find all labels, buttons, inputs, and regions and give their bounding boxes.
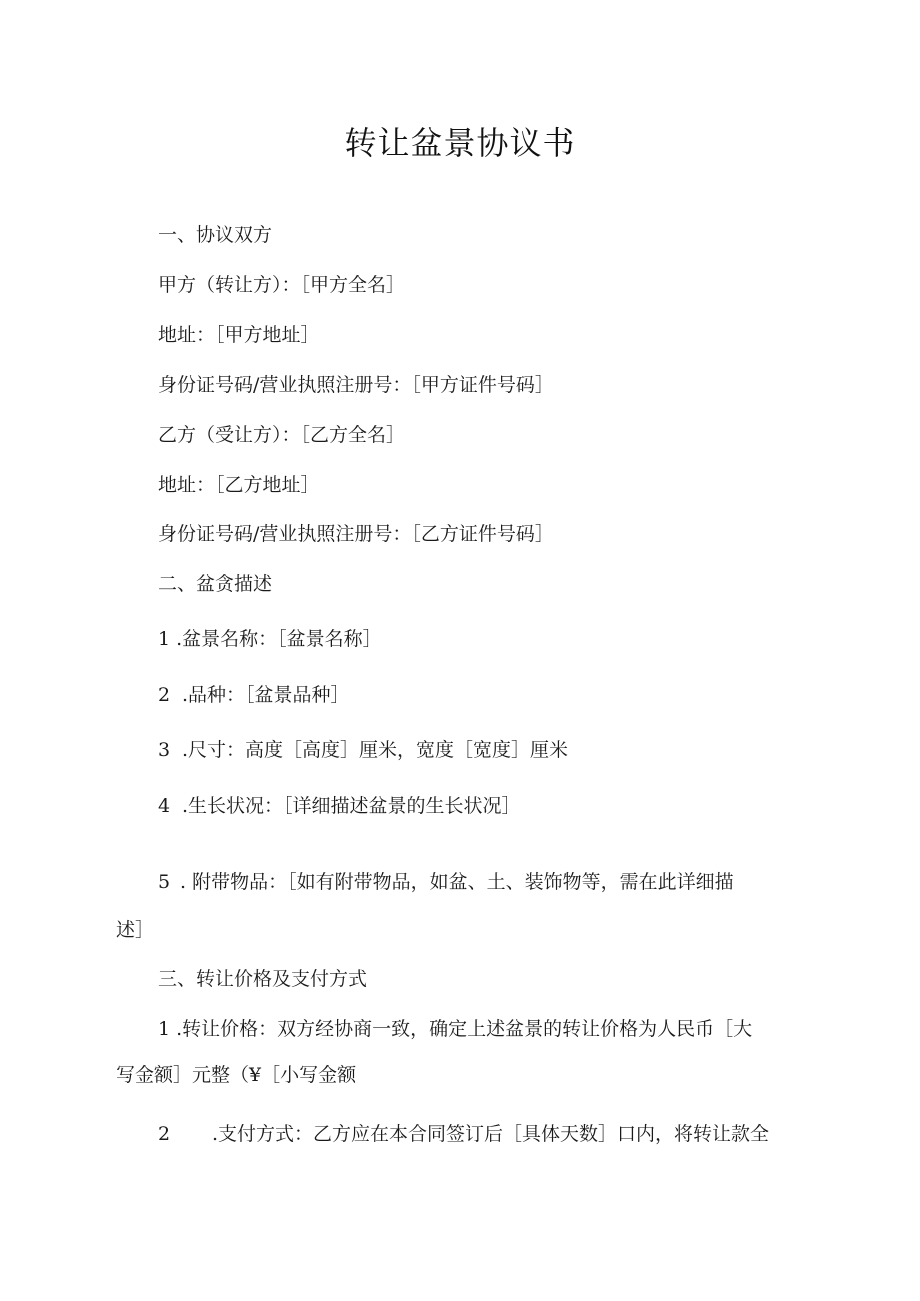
bonsai-variety-text: .品种：［盆景品种］ bbox=[182, 684, 350, 706]
section3-heading: 三、转让价格及支付方式 bbox=[158, 968, 368, 990]
list-number: 4 bbox=[158, 795, 171, 817]
section1-heading: 一、协议双方 bbox=[158, 224, 273, 246]
list-number: 5 bbox=[158, 871, 171, 893]
party-a-address: 地址：［甲方地址］ bbox=[158, 324, 320, 346]
bonsai-size-item bbox=[158, 737, 568, 763]
party-b-id: 身份证号码/营业执照注册号：［乙方证件号码］ bbox=[158, 523, 554, 545]
price-item-continuation: 写金额］元整（¥［小写金额 bbox=[116, 1064, 357, 1086]
bonsai-size-text: .尺寸：高度［高度］厘米，宽度［宽度］厘米 bbox=[182, 739, 569, 761]
accessories-item bbox=[158, 869, 734, 895]
accessories-text: . 附带物品：［如有附带物品，如盆、土、装饰物等，需在此详细描 bbox=[180, 871, 734, 893]
section2-heading: 二、盆贪描述 bbox=[158, 573, 273, 595]
bonsai-growth-text: .生长状况：［详细描述盆景的生长状况］ bbox=[182, 795, 521, 817]
party-a-name: 甲方（转让方）：［甲方全名］ bbox=[158, 274, 406, 296]
accessories-continuation: 述］ bbox=[116, 919, 155, 941]
price-item: 1 .转让价格：双方经协商一致，确定上述盆景的转让价格为人民币［大 bbox=[158, 1018, 753, 1040]
list-number: 2 bbox=[158, 684, 171, 706]
bonsai-growth-item bbox=[158, 793, 521, 819]
payment-method-item bbox=[158, 1121, 769, 1147]
party-b-name: 乙方（受让方）：［乙方全名］ bbox=[158, 424, 406, 446]
party-a-id: 身份证号码/营业执照注册号：［甲方证件号码］ bbox=[158, 374, 554, 396]
bonsai-variety-item bbox=[158, 682, 350, 708]
bonsai-name-item: 1 .盆景名称：［盆景名称］ bbox=[158, 628, 382, 650]
payment-method-text: .支付方式：乙方应在本合同签订后［具体天数］口内，将转让款全 bbox=[212, 1123, 770, 1145]
document-title: 转让盆景协议书 bbox=[344, 124, 576, 162]
party-b-address: 地址：［乙方地址］ bbox=[158, 474, 320, 496]
list-number: 2 bbox=[158, 1123, 171, 1145]
list-number: 3 bbox=[158, 739, 171, 761]
